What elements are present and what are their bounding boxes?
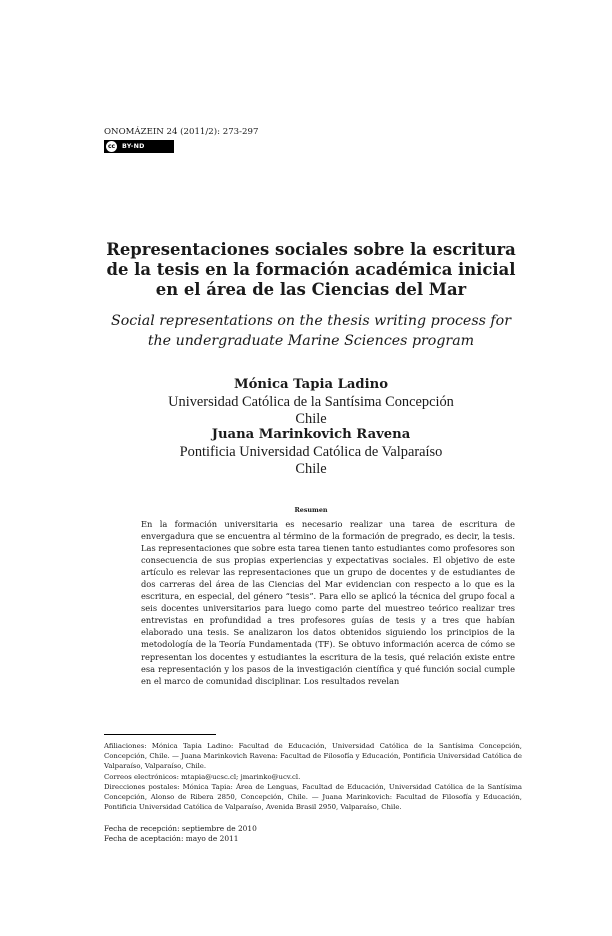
author-affiliation: Universidad Católica de la Santísima Concepción — [168, 393, 454, 410]
footnote-affiliations: Afiliaciones: Mónica Tapia Ladino: Facultad de Educación, Universidad Católica de la Santísima Concepción, Concepción, Chile. — Juana Marinkovich Ravena: Facultad de Filosofía y Educación, Pontificia Universidad Católica de Valparaíso, Valparaíso, Chile. — [104, 742, 522, 771]
article-title-english: Social representations on the thesis writing process for the undergraduate Marine Sciences program — [111, 313, 511, 349]
author-name: Mónica Tapia Ladino — [233, 377, 389, 392]
date-accepted: Fecha de aceptación: mayo de 2011 — [104, 834, 239, 843]
author-block-1 — [100, 376, 522, 429]
article-title-spanish: Representaciones sociales sobre la escritura de la tesis en la formación académica inicial en el área de las Ciencias del Mar — [106, 240, 516, 299]
abstract-heading: Resumen — [294, 506, 328, 514]
author-name: Juana Marinkovich Ravena — [211, 427, 411, 442]
submission-dates — [104, 824, 257, 844]
date-received: Fecha de recepción: septiembre de 2010 — [104, 824, 257, 833]
author-country: Chile — [295, 461, 327, 477]
license-label: BY-ND — [122, 143, 145, 150]
author-block-2 — [100, 426, 522, 479]
footnotes — [104, 741, 522, 812]
author-affiliation: Pontificia Universidad Católica de Valparaíso — [179, 443, 443, 460]
license-badge — [104, 140, 174, 153]
abstract-text: En la formación universitaria es necesario realizar una tarea de escritura de envergadura que se encuentra al término de la formación de pregrado, es decir, la tesis. Las representaciones que sobre esta tarea tienen tanto estudiantes como profesores son consecuencia de sus propias experiencias y expectativas sociales. El objetivo de este artículo es relevar las representaciones que un grupo de docentes y de estudiantes de dos carreras del área de las Ciencias del Mar evidencian con respecto a lo que es la escritura, en especial, del género “tesis”. Para ello se aplicó la técnica del grupo focal a seis docentes universitarios para luego como parte del muestreo teórico realizar tres entrevistas en profundidad a tres profesores guías de tesis y a tres que habían elaborado una tesis. Se analizaron los datos obtenidos siguiendo los principios de la metodología de la Teoría Fundamentada (TF). Se obtuvo información acerca de cómo se representan los docentes y estudiantes la escritura de la tesis, qué relación existe entre esa representación y los pasos de la investigación científica y qué función social cumple en el marco de comunidad disciplinar. Los resultados revelan — [141, 519, 515, 686]
footnote-postal: Direcciones postales: Mónica Tapia: Área de Lenguas, Facultad de Educación, Universidad Católica de la Santísima Concepción, Alonso de Ribera 2850, Concepción, Chile. — Juana Marinkovich: Facultad de Filosofía y Educación, Pontificia Universidad Católica de Valparaíso, Avenida Brasil 2950, Valparaíso, Chile. — [104, 782, 522, 812]
footnote-divider — [104, 734, 216, 735]
footnote-emails: Correos electrónicos: mtapia@ucsc.cl; jmarinko@ucv.cl. — [104, 772, 301, 781]
journal-reference: ONOMÁZEIN 24 (2011/2): 273-297 — [104, 127, 259, 137]
creative-commons-icon: cc — [107, 143, 116, 150]
author-country: Chile — [295, 411, 327, 427]
